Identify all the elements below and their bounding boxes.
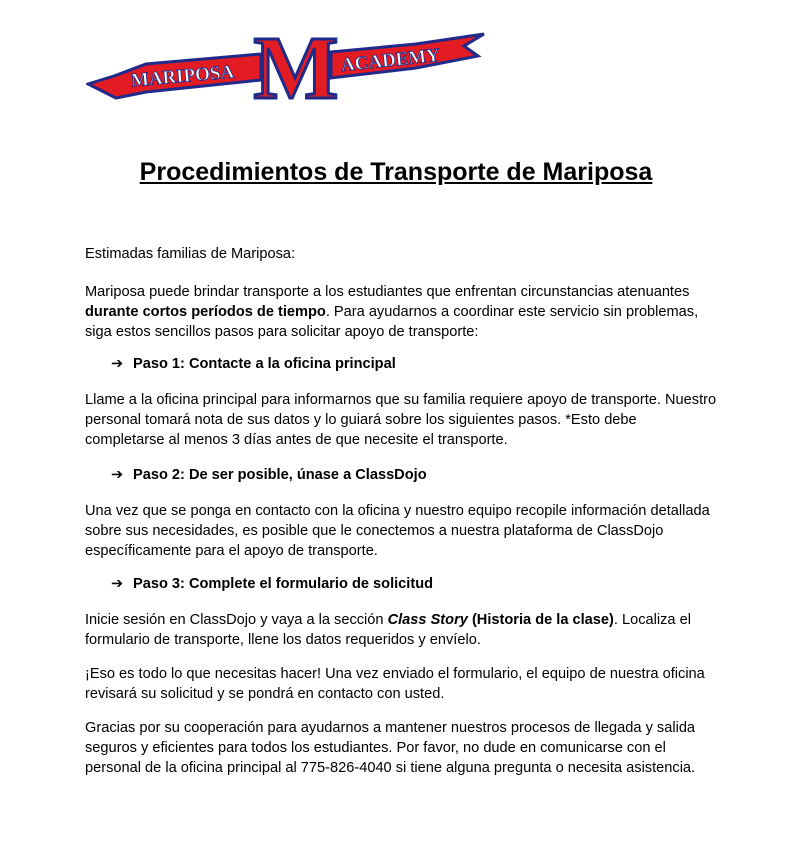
closing-paragraph-2: Gracias por su cooperación para ayudarnos a mantener nuestros procesos de llegada y salida seguros y eficientes para todos los estudiantes. Por favor, no dude en comunicarse con el personal de la oficina principal al 775-826-4040 si tiene alguna pregunta o necesita asistencia. bbox=[85, 720, 696, 776]
step-2-label: Paso 2: De ser posible, únase a ClassDojo bbox=[133, 467, 427, 483]
step-1-heading bbox=[111, 354, 396, 374]
step-3-label: Paso 3: Complete el formulario de solicitud bbox=[133, 576, 434, 592]
intro-paragraph bbox=[85, 282, 720, 342]
intro-bold: durante cortos períodos de tiempo bbox=[85, 304, 326, 320]
mariposa-academy-logo bbox=[86, 26, 486, 106]
page-title: Procedimientos de Transporte de Mariposa bbox=[139, 158, 653, 186]
step-3-text-2: . Localiza el formulario de transporte, llene los datos requeridos y envíelo. bbox=[85, 612, 691, 648]
step-3-text bbox=[85, 610, 720, 650]
step-1-label: Paso 1: Contacte a la oficina principal bbox=[133, 356, 396, 372]
logo-word-mariposa: MARIPOSA bbox=[130, 61, 235, 92]
step-3-heading bbox=[111, 574, 433, 594]
step-2-text: Una vez que se ponga en contacto con la oficina y nuestro equipo recopile información detallada sobre sus necesidades, es posible que le conectemos a nuestra plataforma de ClassDojo específicamente para el apoyo de transporte. bbox=[85, 503, 710, 559]
closing-paragraph-1: ¡Eso es todo lo que necesitas hacer! Una vez enviado el formulario, el equipo de nuestra oficina revisará su solicitud y se pondrá en contacto con usted. bbox=[85, 666, 705, 702]
intro-text-2: . Para ayudarnos a coordinar este servicio sin problemas, siga estos sencillos pasos para solicitar apoyo de transporte: bbox=[85, 304, 699, 340]
historia-term: (Historia de la clase) bbox=[467, 612, 614, 628]
arrow-right-icon: ➔ bbox=[111, 467, 124, 483]
step-1-text: Llame a la oficina principal para informarnos que su familia requiere apoyo de transporte. Nuestro personal tomará nota de sus datos y lo guiará sobre los siguientes pasos. *Esto debe completarse al menos 3 días antes de que necesite el transporte. bbox=[85, 392, 717, 448]
arrow-right-icon: ➔ bbox=[111, 356, 124, 372]
step-2-heading bbox=[111, 465, 427, 485]
intro-text-1: Mariposa puede brindar transporte a los estudiantes que enfrentan circunstancias atenuantes bbox=[85, 284, 690, 300]
logo-word-academy: ACADEMY bbox=[339, 44, 441, 77]
step-3-text-1: Inicie sesión en ClassDojo y vaya a la sección bbox=[85, 612, 388, 628]
greeting: Estimadas familias de Mariposa: bbox=[85, 246, 296, 262]
arrow-right-icon: ➔ bbox=[111, 576, 124, 592]
logo-letter-m: M bbox=[253, 26, 339, 106]
class-story-term: Class Story bbox=[387, 612, 468, 628]
